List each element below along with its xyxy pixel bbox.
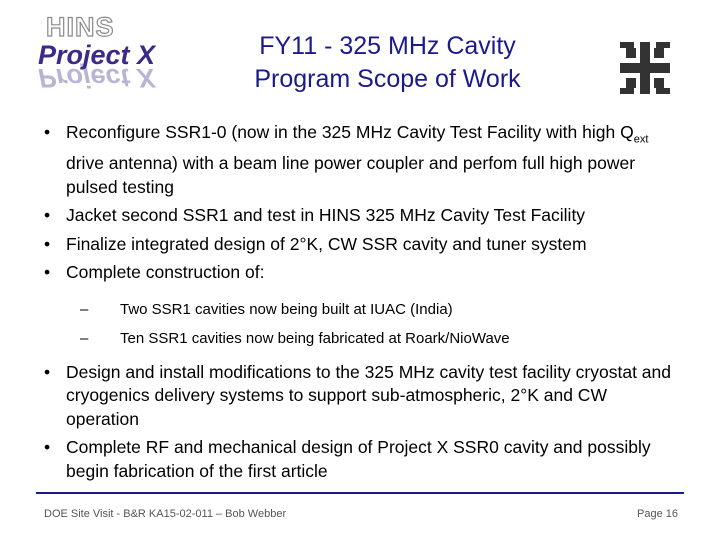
bullet-marker: • [44, 262, 51, 282]
sub-bullet-marker: – [80, 300, 89, 318]
bullet-list [44, 121, 684, 488]
title-line-1: FY11 - 325 MHz Cavity [259, 32, 516, 60]
bullet-item [44, 233, 684, 257]
bullet-item [44, 121, 684, 199]
sub-bullet-text: Ten SSR1 cavities now being fabricated at Roark/NioWave [120, 329, 510, 347]
page-number: Page 16 [637, 508, 678, 520]
sub-bullet-item [80, 328, 684, 349]
bullet-text: Complete RF and mechanical design of Project X SSR0 cavity and possibly begin fabrication of the first article [66, 437, 651, 481]
bullet-item [44, 261, 684, 285]
sub-bullet-item [80, 299, 684, 320]
bullet-item [44, 361, 684, 432]
title-line-2: Program Scope of Work [254, 65, 521, 93]
subscript: ext [633, 133, 649, 146]
slide-title [205, 30, 570, 96]
bullet-text: Finalize integrated design of 2°K, CW SSR cavity and tuner system [66, 233, 587, 254]
bullet-text: Design and install modifications to the 325 MHz cavity test facility cryostat and cryogenics delivery systems to support sub-atmospheric, 2°K and CW operation [66, 361, 671, 429]
bullet-item [44, 204, 684, 228]
bullet-text: Complete construction of: [66, 262, 265, 282]
bullet-text: Jacket second SSR1 and test in HINS 325 MHz Cavity Test Facility [66, 205, 586, 225]
bullet-item [44, 436, 684, 483]
sub-bullet-list [44, 299, 684, 349]
bullet-marker: • [44, 361, 51, 382]
bullet-marker: • [44, 233, 51, 254]
bullet-marker: • [44, 437, 51, 457]
sub-bullet-text: Two SSR1 cavities now being built at IUAC (India) [120, 300, 453, 318]
project-x-logo-reflection: Project X [38, 63, 156, 93]
project-x-logo: Project X [38, 40, 156, 70]
sub-bullet-marker: – [80, 329, 89, 347]
footer-text: DOE Site Visit - B&R KA15-02-011 – Bob Webber [44, 508, 287, 520]
bullet-text: Reconfigure SSR1-0 (now in the 325 MHz Cavity Test Facility with high $Q_{ext}$ drive antenna) with a beam line power coupler and perfom full high power pulsed testing [66, 122, 649, 197]
hins-logo: HINS [46, 12, 115, 42]
bullet-marker: • [44, 205, 51, 225]
fermilab-logo-icon [620, 42, 670, 94]
footer-divider [36, 492, 684, 494]
bullet-marker: • [44, 122, 51, 142]
